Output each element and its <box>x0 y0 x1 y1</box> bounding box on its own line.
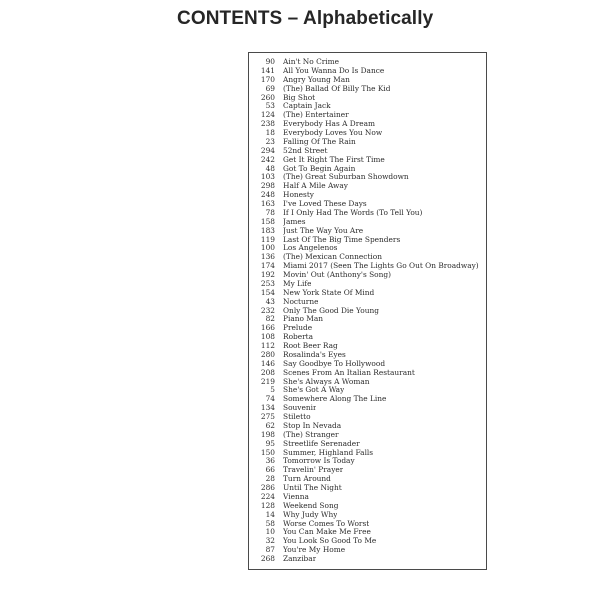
list-item <box>249 227 486 236</box>
list-item <box>249 129 486 138</box>
song-title: Prelude <box>283 324 313 333</box>
song-title: You Can Make Me Free <box>283 528 371 537</box>
song-title: Falling Of The Rain <box>283 137 356 146</box>
page-number: 248 <box>260 190 275 200</box>
page-title: CONTENTS – Alphabetically <box>177 8 434 29</box>
page-number: 18 <box>265 128 275 137</box>
list-item <box>249 502 486 511</box>
page-number: 82 <box>265 314 275 324</box>
list-item <box>249 67 486 76</box>
song-title: Root Beer Rag <box>283 342 338 350</box>
list-item <box>249 147 486 156</box>
list-item <box>249 333 486 342</box>
list-item <box>249 378 486 387</box>
list-item <box>249 511 486 520</box>
page-number: 192 <box>260 270 275 279</box>
contents-list <box>249 58 486 564</box>
page-number: 78 <box>265 207 275 217</box>
list-item <box>249 395 486 404</box>
page-number: 198 <box>260 429 275 439</box>
song-title: Miami 2017 (Seen The Lights Go Out On Broadway) <box>283 262 479 271</box>
song-title: Vienna <box>283 492 309 501</box>
song-title: Streetlife Serenader <box>283 439 360 448</box>
page-number: 66 <box>265 465 275 475</box>
list-item <box>249 191 486 200</box>
list-item <box>249 138 486 147</box>
list-item <box>249 165 486 174</box>
page-number: 238 <box>260 119 275 129</box>
song-title: Angry Young Man <box>283 75 350 84</box>
list-item <box>249 449 486 458</box>
page-number: 108 <box>260 332 275 342</box>
page-number: 286 <box>260 483 275 492</box>
page-number: 183 <box>260 225 275 235</box>
song-title: Turn Around <box>283 475 331 484</box>
song-title: Until The Night <box>283 484 342 492</box>
page-number: 174 <box>260 261 275 271</box>
list-item <box>249 546 486 555</box>
song-title: I've Loved These Days <box>283 200 367 208</box>
list-item <box>249 218 486 227</box>
list-item <box>249 457 486 466</box>
list-item <box>249 351 486 360</box>
song-title: Everybody Has A Dream <box>283 120 376 129</box>
page-number: 48 <box>265 163 275 173</box>
song-title: James <box>283 217 306 226</box>
list-item <box>249 369 486 378</box>
song-title: Zanzibar <box>283 555 317 563</box>
list-item <box>249 200 486 209</box>
list-item <box>249 111 486 120</box>
page-number: 134 <box>260 403 275 413</box>
list-item <box>249 342 486 351</box>
page-number: 62 <box>265 420 275 430</box>
song-title: Stop In Nevada <box>283 421 342 430</box>
list-item <box>249 324 486 333</box>
page-number: 90 <box>265 57 275 66</box>
page-number: 100 <box>260 243 275 253</box>
page-number: 69 <box>265 83 275 93</box>
song-title: Tomorrow Is Today <box>283 457 355 466</box>
list-item <box>249 298 486 307</box>
song-title: Only The Good Die Young <box>283 306 379 315</box>
song-title: Stiletto <box>283 413 311 421</box>
list-item <box>249 528 486 537</box>
page-number: 5 <box>270 385 275 395</box>
list-item <box>249 271 486 280</box>
page-number: 87 <box>265 545 275 555</box>
song-title: Scenes From An Italian Restaurant <box>283 368 415 377</box>
page-number: 58 <box>265 518 275 528</box>
page-number: 119 <box>260 234 275 244</box>
song-title: Weekend Song <box>283 501 339 510</box>
song-title: Captain Jack <box>283 102 331 111</box>
song-title: Everybody Loves You Now <box>283 129 383 137</box>
list-item <box>249 85 486 94</box>
list-item <box>249 466 486 475</box>
list-item <box>249 440 486 449</box>
song-title: Get It Right The First Time <box>283 155 385 164</box>
page-number: 14 <box>265 509 275 519</box>
page-number: 146 <box>260 358 275 368</box>
page-number: 268 <box>260 554 275 563</box>
list-item <box>249 236 486 245</box>
song-title: She's Always A Woman <box>283 377 370 386</box>
song-title: Rosalinda's Eyes <box>283 350 346 359</box>
song-title: Los Angelenos <box>283 244 338 253</box>
list-item <box>249 94 486 103</box>
song-title: She's Got A Way <box>283 386 345 395</box>
page-number: 163 <box>260 199 275 208</box>
page-number: 136 <box>260 252 275 262</box>
list-item <box>249 520 486 529</box>
song-title: Why Judy Why <box>283 510 338 519</box>
list-item <box>249 386 486 395</box>
list-item <box>249 315 486 324</box>
list-item <box>249 555 486 564</box>
list-item <box>249 253 486 262</box>
list-item <box>249 173 486 182</box>
song-title: All You Wanna Do Is Dance <box>283 66 385 75</box>
page-number: 219 <box>260 376 275 386</box>
page-number: 253 <box>260 278 275 288</box>
list-item <box>249 182 486 191</box>
song-title: If I Only Had The Words (To Tell You) <box>283 208 423 217</box>
list-item <box>249 422 486 431</box>
song-title: My Life <box>283 279 312 288</box>
page-number: 298 <box>260 181 275 191</box>
page-number: 124 <box>260 110 275 120</box>
page-number: 242 <box>260 154 275 164</box>
song-title: Movin' Out (Anthony's Song) <box>283 271 391 279</box>
page-number: 260 <box>260 92 275 102</box>
list-item <box>249 493 486 502</box>
song-title: Travelin' Prayer <box>283 466 344 475</box>
song-title: Souvenir <box>283 404 317 413</box>
song-title: (The) Entertainer <box>283 111 349 120</box>
list-item <box>249 413 486 422</box>
page-number: 23 <box>265 136 275 146</box>
song-title: Nocturne <box>283 297 319 306</box>
page-number: 280 <box>260 349 275 359</box>
list-item <box>249 102 486 111</box>
page-number: 112 <box>260 341 275 350</box>
list-item <box>249 280 486 289</box>
song-title: Honesty <box>283 191 314 200</box>
list-item <box>249 209 486 218</box>
song-title: Just The Way You Are <box>283 226 364 235</box>
song-title: (The) Stranger <box>283 430 339 439</box>
page-number: 275 <box>260 412 275 421</box>
contents-box <box>248 52 487 570</box>
song-title: 52nd Street <box>283 146 328 155</box>
page-number: 36 <box>265 456 275 466</box>
list-item <box>249 120 486 129</box>
page-number: 53 <box>265 101 275 111</box>
song-title: Piano Man <box>283 315 324 324</box>
song-title: New York State Of Mind <box>283 288 375 297</box>
song-title: (The) Ballad Of Billy The Kid <box>283 84 391 93</box>
list-item <box>249 58 486 67</box>
list-item <box>249 484 486 493</box>
list-item <box>249 307 486 316</box>
song-title: (The) Mexican Connection <box>283 253 382 262</box>
list-item <box>249 262 486 271</box>
list-item <box>249 289 486 298</box>
page-number: 224 <box>260 491 275 501</box>
page-number: 10 <box>265 527 275 537</box>
page-number: 170 <box>260 74 275 84</box>
list-item <box>249 360 486 369</box>
list-item <box>249 475 486 484</box>
list-item <box>249 404 486 413</box>
list-item <box>249 431 486 440</box>
page-number: 150 <box>260 447 275 457</box>
page-number: 74 <box>265 394 275 404</box>
page-number: 232 <box>260 305 275 315</box>
page-number: 158 <box>260 216 275 226</box>
song-title: Somewhere Along The Line <box>283 395 387 404</box>
list-item <box>249 156 486 165</box>
song-title: Say Goodbye To Hollywood <box>283 359 386 368</box>
song-title: You Look So Good To Me <box>283 537 377 546</box>
page-number: 154 <box>260 287 275 297</box>
page-number: 141 <box>260 65 275 75</box>
song-title: Got To Begin Again <box>283 164 356 173</box>
page-number: 128 <box>260 500 275 510</box>
song-title: You're My Home <box>283 546 346 555</box>
page-number: 32 <box>265 536 275 546</box>
page-number: 294 <box>260 145 275 155</box>
page-number: 103 <box>260 172 275 182</box>
song-title: Ain't No Crime <box>283 58 340 66</box>
song-title: Big Shot <box>283 93 316 102</box>
page-number: 28 <box>265 474 275 484</box>
song-title: Half A Mile Away <box>283 182 348 191</box>
list-item <box>249 244 486 253</box>
page-number: 208 <box>260 367 275 377</box>
page-number: 95 <box>265 438 275 448</box>
list-item <box>249 76 486 85</box>
page-number: 43 <box>265 296 275 306</box>
song-title: Summer, Highland Falls <box>283 448 374 457</box>
song-title: Worse Comes To Worst <box>283 519 370 528</box>
song-title: Roberta <box>283 333 314 342</box>
page-number: 166 <box>260 323 275 333</box>
song-title: (The) Great Suburban Showdown <box>283 173 409 182</box>
song-title: Last Of The Big Time Spenders <box>283 235 401 244</box>
list-item <box>249 537 486 546</box>
